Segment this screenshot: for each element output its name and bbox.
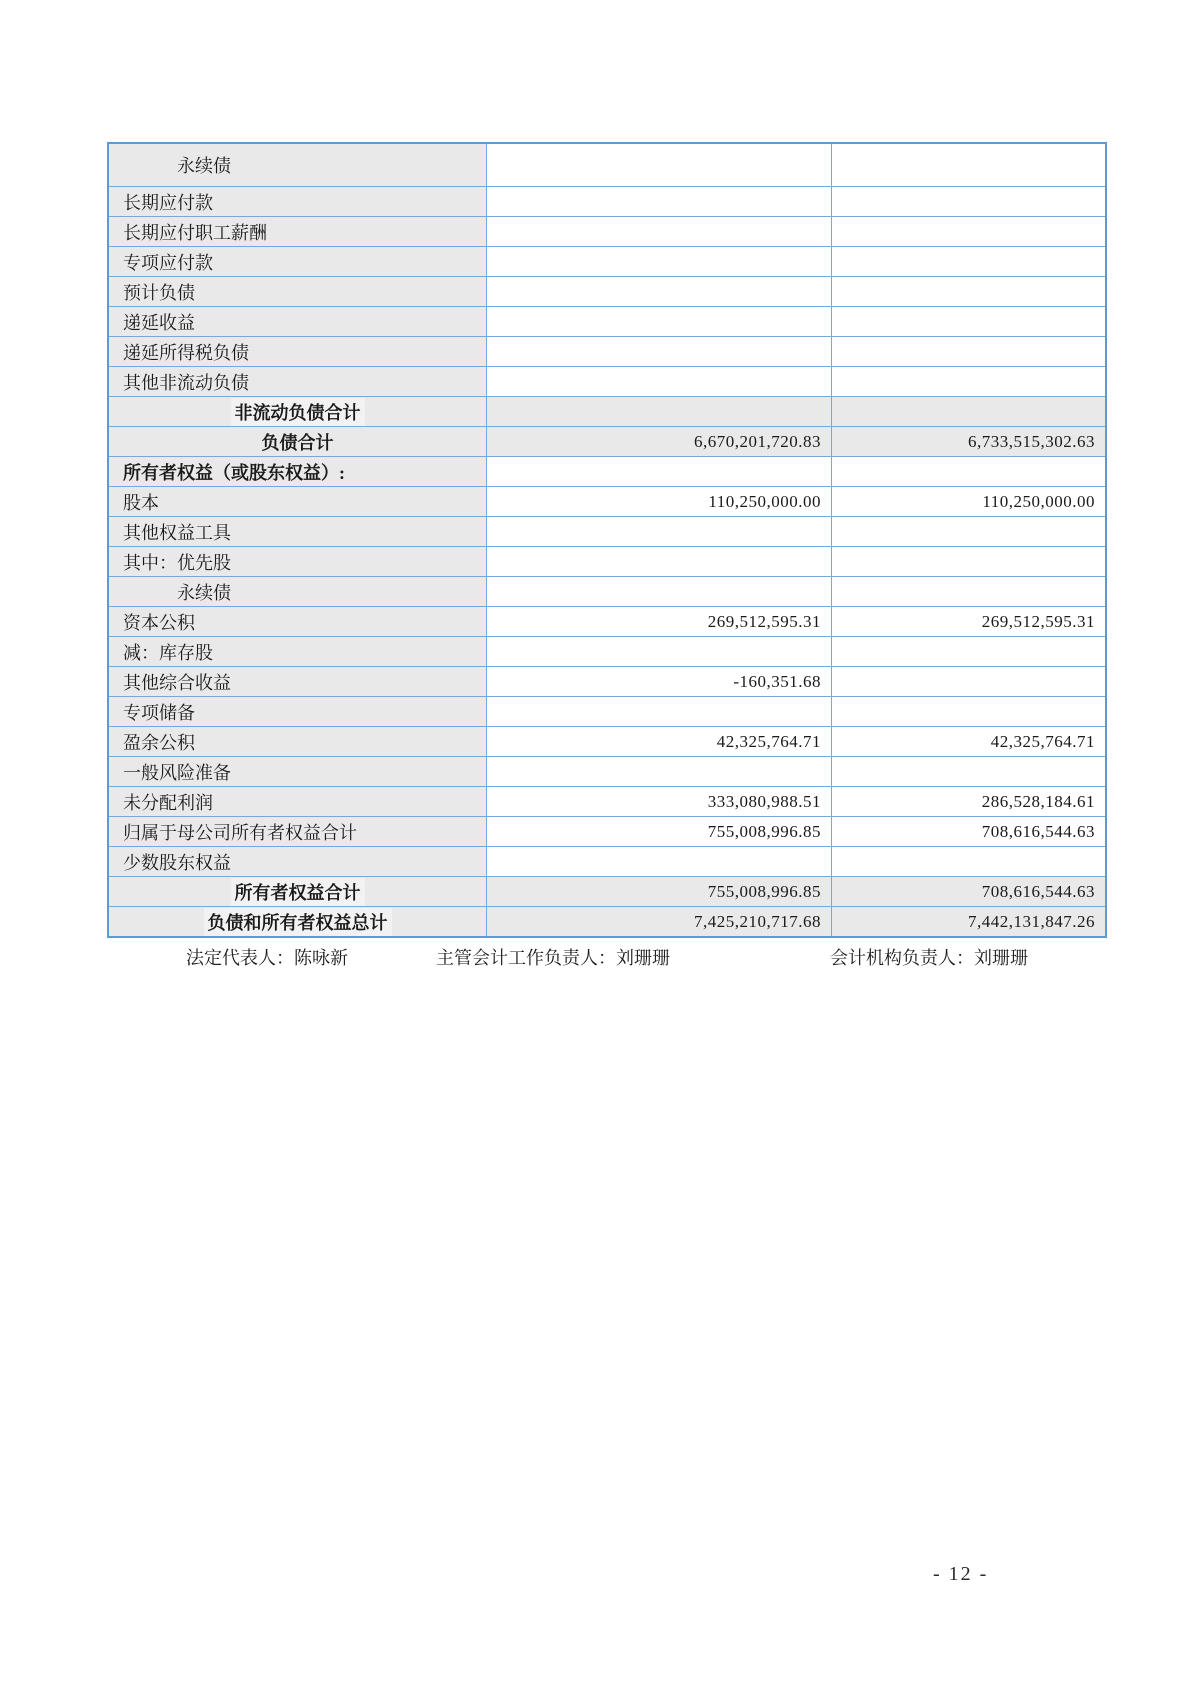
row-label: 预计负债: [109, 277, 487, 306]
table-row: [109, 756, 1105, 786]
table-row: [109, 816, 1105, 846]
prior-value: [832, 847, 1105, 876]
row-label: [109, 397, 487, 426]
prior-value: [832, 397, 1105, 426]
prior-value: [832, 307, 1105, 336]
row-label: 股本: [109, 487, 487, 516]
table-row: [109, 486, 1105, 516]
current-value: 110,250,000.00: [487, 487, 832, 516]
row-label: 其他权益工具: [109, 517, 487, 546]
current-value: [487, 217, 832, 246]
table-row: [109, 276, 1105, 306]
prior-value: 286,528,184.61: [832, 787, 1105, 816]
row-label: 永续债: [109, 577, 487, 606]
row-label-text: 非流动负债合计: [231, 398, 365, 426]
row-label: 专项储备: [109, 697, 487, 726]
current-value: 755,008,996.85: [487, 877, 832, 906]
table-row-subtotal: [109, 396, 1105, 426]
prior-value: [832, 577, 1105, 606]
prior-value: 708,616,544.63: [832, 877, 1105, 906]
current-value: [487, 517, 832, 546]
row-label: 资本公积: [109, 607, 487, 636]
prior-value: [832, 517, 1105, 546]
prior-value: [832, 457, 1105, 486]
prior-value: 6,733,515,302.63: [832, 427, 1105, 456]
row-label: 专项应付款: [109, 247, 487, 276]
prior-value: [832, 277, 1105, 306]
row-label: 盈余公积: [109, 727, 487, 756]
table-row: [109, 696, 1105, 726]
prior-value: [832, 547, 1105, 576]
current-value: 7,425,210,717.68: [487, 907, 832, 936]
table-row: [109, 366, 1105, 396]
current-value: [487, 247, 832, 276]
current-value: 6,670,201,720.83: [487, 427, 832, 456]
current-value: [487, 637, 832, 666]
row-label: 其他非流动负债: [109, 367, 487, 396]
prior-value: [832, 144, 1105, 186]
prior-value: 42,325,764.71: [832, 727, 1105, 756]
table-row: [109, 846, 1105, 876]
current-value: [487, 144, 832, 186]
legal-representative-signature: 法定代表人：陈咏新: [186, 948, 348, 968]
table-row-section-header: [109, 456, 1105, 486]
row-label: 所有者权益（或股东权益）:: [109, 457, 487, 486]
chief-accounting-officer-signature: 主管会计工作负责人：刘珊珊: [436, 948, 670, 968]
prior-value: [832, 637, 1105, 666]
table-row: [109, 144, 1105, 186]
row-label: 其中：优先股: [109, 547, 487, 576]
table-row: [109, 726, 1105, 756]
row-label: 少数股东权益: [109, 847, 487, 876]
table-row-total: [109, 426, 1105, 456]
current-value: 269,512,595.31: [487, 607, 832, 636]
page-number: - 12 -: [933, 1563, 989, 1585]
prior-value: 110,250,000.00: [832, 487, 1105, 516]
table-row: [109, 666, 1105, 696]
current-value: [487, 307, 832, 336]
row-label: 未分配利润: [109, 787, 487, 816]
signature-line: [0, 944, 1200, 968]
current-value: [487, 457, 832, 486]
table-row: [109, 516, 1105, 546]
prior-value: 269,512,595.31: [832, 607, 1105, 636]
row-label: 递延收益: [109, 307, 487, 336]
prior-value: [832, 187, 1105, 216]
current-value: -160,351.68: [487, 667, 832, 696]
row-label: 长期应付款: [109, 187, 487, 216]
table-row: [109, 186, 1105, 216]
prior-value: [832, 697, 1105, 726]
row-label: [109, 877, 487, 906]
row-label: 一般风险准备: [109, 757, 487, 786]
row-label: 长期应付职工薪酬: [109, 217, 487, 246]
prior-value: [832, 667, 1105, 696]
row-label: 永续债: [109, 144, 487, 186]
table-row-total: [109, 876, 1105, 906]
prior-value: [832, 337, 1105, 366]
current-value: [487, 757, 832, 786]
current-value: [487, 847, 832, 876]
row-label-text: 负债和所有者权益总计: [204, 908, 392, 936]
current-value: [487, 577, 832, 606]
prior-value: [832, 367, 1105, 396]
prior-value: 7,442,131,847.26: [832, 907, 1105, 936]
current-value: [487, 337, 832, 366]
row-label: 递延所得税负债: [109, 337, 487, 366]
current-value: [487, 697, 832, 726]
current-value: [487, 187, 832, 216]
table-row: [109, 546, 1105, 576]
current-value: [487, 397, 832, 426]
current-value: [487, 547, 832, 576]
row-label: 归属于母公司所有者权益合计: [109, 817, 487, 846]
table-row: [109, 306, 1105, 336]
table-row: [109, 336, 1105, 366]
prior-value: 708,616,544.63: [832, 817, 1105, 846]
table-row: [109, 606, 1105, 636]
table-row-grand-total: [109, 906, 1105, 936]
current-value: [487, 367, 832, 396]
row-label-text: 所有者权益合计: [231, 878, 365, 906]
row-label: 其他综合收益: [109, 667, 487, 696]
row-label: 负债合计: [109, 427, 487, 456]
table-row: [109, 246, 1105, 276]
table-row: [109, 636, 1105, 666]
current-value: [487, 277, 832, 306]
row-label: 减：库存股: [109, 637, 487, 666]
current-value: 333,080,988.51: [487, 787, 832, 816]
row-label: [109, 907, 487, 936]
accounting-department-head-signature: 会计机构负责人：刘珊珊: [830, 948, 1028, 968]
current-value: 42,325,764.71: [487, 727, 832, 756]
prior-value: [832, 247, 1105, 276]
current-value: 755,008,996.85: [487, 817, 832, 846]
table-row: [109, 216, 1105, 246]
prior-value: [832, 217, 1105, 246]
table-row: [109, 786, 1105, 816]
balance-sheet-table: [107, 142, 1107, 938]
table-row: [109, 576, 1105, 606]
prior-value: [832, 757, 1105, 786]
